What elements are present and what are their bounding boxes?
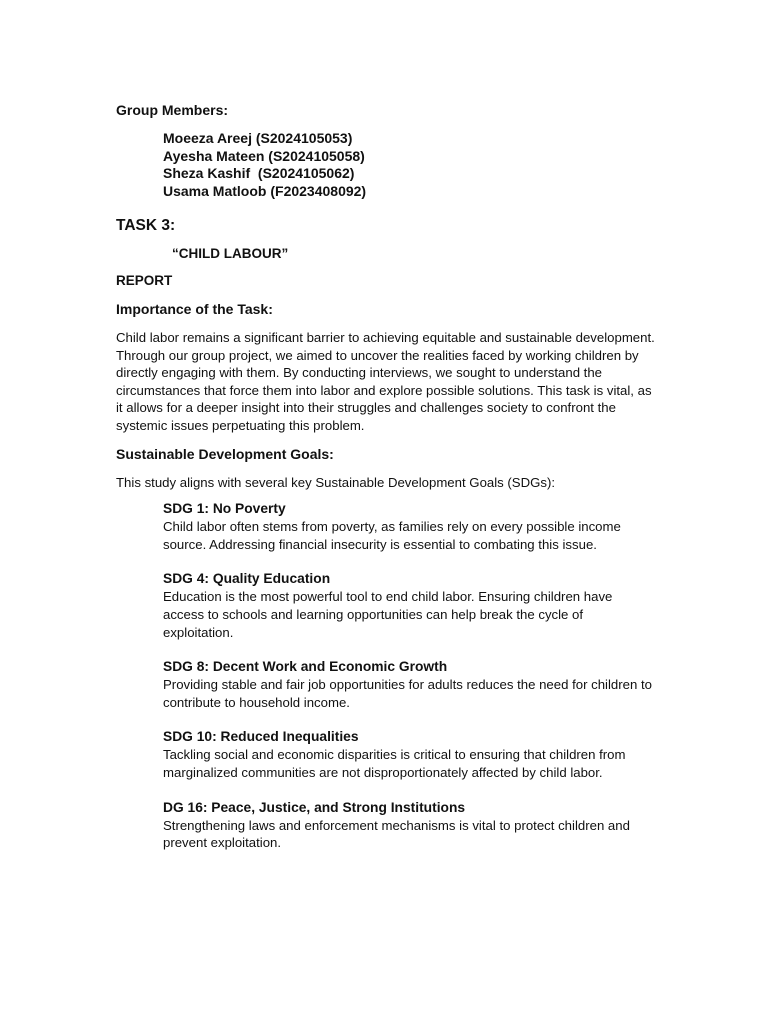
sdg-description: Providing stable and fair job opportunities for adults reduces the need for children to contribute to household income. <box>163 677 652 710</box>
list-item <box>163 799 656 852</box>
sdg-list <box>163 500 656 852</box>
sdg-description: Education is the most powerful tool to end child labor. Ensuring children have access to schools and learning opportunities can help break the cycle of exploitation. <box>163 589 613 640</box>
sdg-title: SDG 10: Reduced Inequalities <box>163 729 359 745</box>
sdg-description: Child labor often stems from poverty, as families rely on every possible income source. Addressing financial insecurity is essential to combating this issue. <box>163 519 621 552</box>
report-label: REPORT <box>116 273 173 288</box>
importance-heading: Importance of the Task: <box>116 301 273 317</box>
document-content <box>116 101 656 869</box>
group-member: Moeeza Areej (S2024105053) <box>163 130 353 146</box>
list-item <box>163 728 656 781</box>
list-item <box>163 500 656 553</box>
sdg-description: Strengthening laws and enforcement mechanisms is vital to protect children and prevent exploitation. <box>163 817 630 851</box>
group-members-heading: Group Members: <box>116 102 229 118</box>
sdg-description: Tackling social and economic disparities is critical to ensuring that children from marginalized communities are not disproportionately affected by child labor. <box>163 747 626 780</box>
sdg-title: DG 16: Peace, Justice, and Strong Institutions <box>163 799 466 815</box>
sdg-intro: This study aligns with several key Sustainable Development Goals (SDGs): <box>116 474 556 490</box>
task-title: TASK 3: <box>116 217 176 234</box>
group-member: Sheza Kashif (S2024105062) <box>163 165 355 181</box>
list-item <box>163 570 656 641</box>
sdg-title: SDG 4: Quality Education <box>163 571 331 587</box>
sdg-section-heading: Sustainable Development Goals: <box>116 445 334 462</box>
sdg-title: SDG 8: Decent Work and Economic Growth <box>163 659 448 675</box>
group-member: Usama Matloob (F2023408092) <box>163 182 367 199</box>
group-members-list <box>163 130 656 200</box>
group-member: Ayesha Mateen (S2024105058) <box>163 147 365 164</box>
list-item <box>163 658 656 711</box>
sdg-title: SDG 1: No Poverty <box>163 501 286 517</box>
importance-paragraph: Child labor remains a significant barrier to achieving equitable and sustainable development. Through our group project, we aimed to uncover the realities faced by working children by directly engaging with them. By conducting interviews, we sought to understand the circumstances that force them into labor and explore possible solutions. This task is vital, as it allows for a deeper insight into their struggles and challenges society to confront the systemic issues perpetuating this problem. <box>116 330 655 433</box>
report-subject: “CHILD LABOUR” <box>172 246 289 261</box>
